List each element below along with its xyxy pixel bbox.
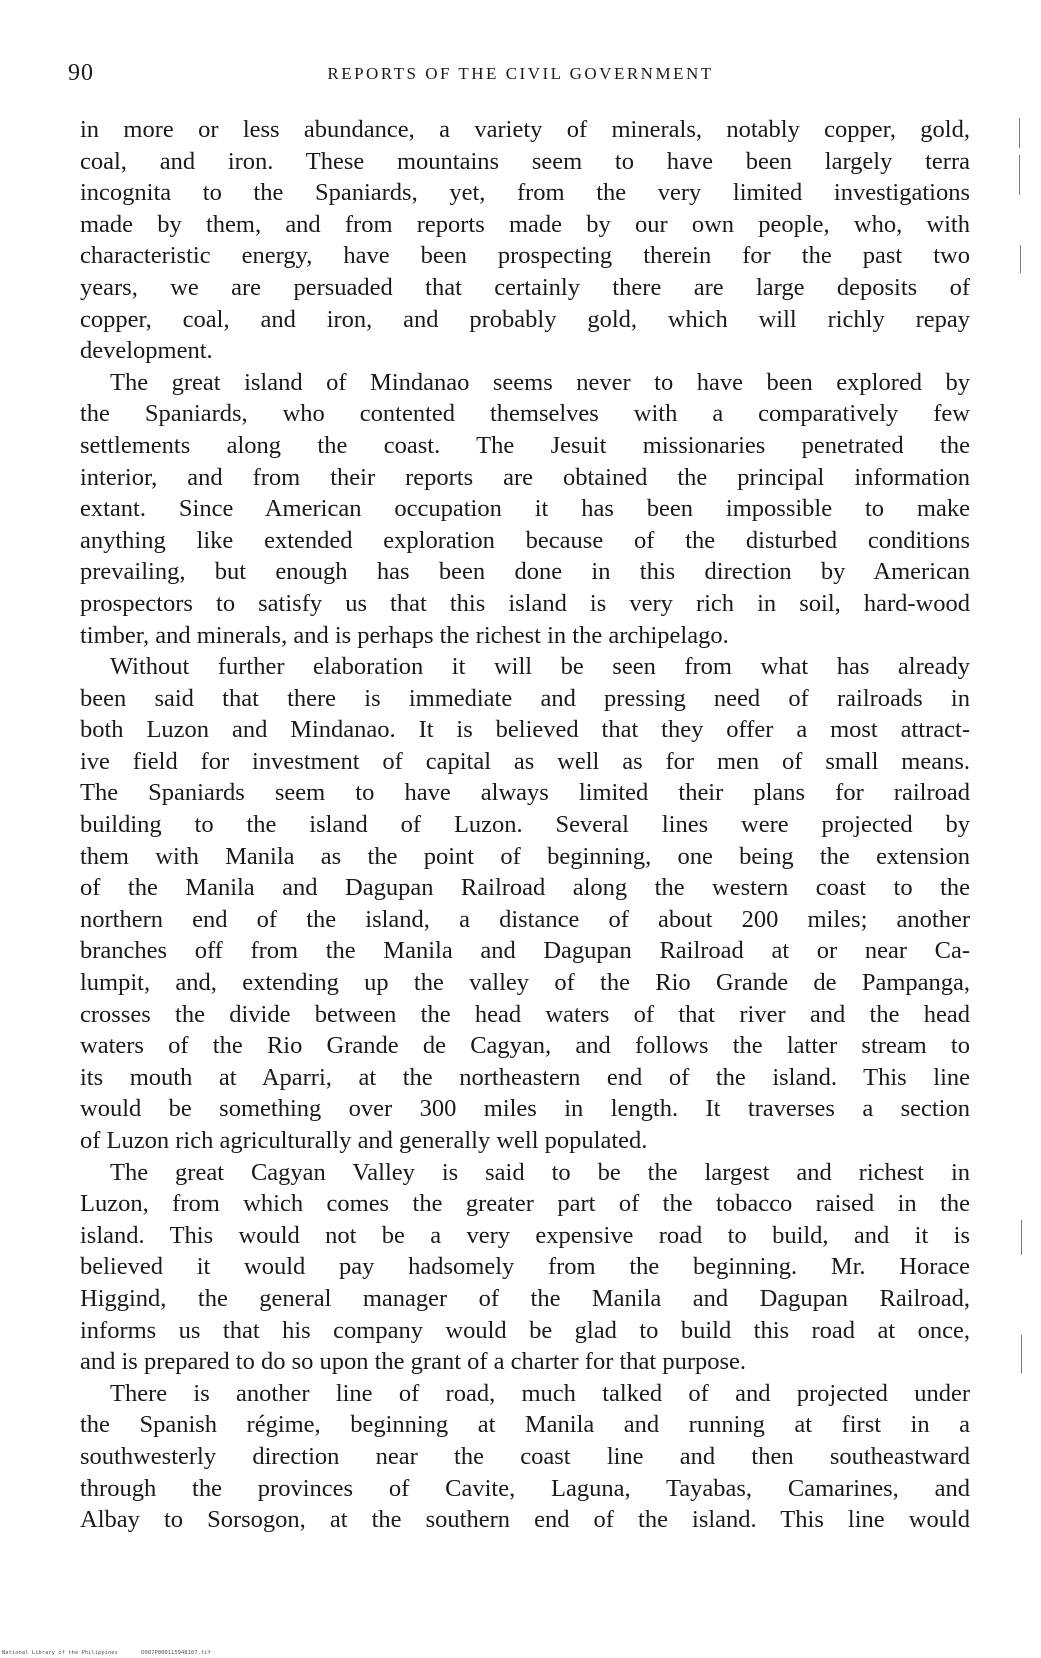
text-line: branches off from the Manila and Dagupan Railroad at or near Ca-: [80, 937, 970, 965]
text-line: interior, and from their reports are obtained the principal information: [80, 463, 970, 491]
text-line: extant. Since American occupation it has been impossible to make: [80, 495, 970, 523]
text-line: lumpit, and, extending up the valley of the Rio Grande de Pampanga,: [80, 969, 970, 997]
text-line: them with Manila as the point of beginning, one being the extension: [80, 842, 970, 870]
text-line: its mouth at Aparri, at the northeastern end of the island. This line: [80, 1063, 970, 1091]
text-line: characteristic energy, have been prospecting therein for the past two: [80, 242, 970, 270]
paragraph: [80, 1378, 970, 1536]
scan-mark: [1021, 1220, 1022, 1255]
text-line: the Spaniards, who contented themselves with a comparatively few: [80, 400, 970, 428]
text-line: There is another line of road, much talked of and projected under: [110, 1379, 970, 1407]
text-line: Luzon, from which comes the greater part of the tobacco raised in the: [80, 1190, 970, 1218]
text-line: The great Cagyan Valley is said to be the largest and richest in: [110, 1158, 970, 1186]
text-line: and is prepared to do so upon the grant of a charter for that purpose.: [80, 1348, 747, 1376]
text-line: crosses the divide between the head waters of that river and the head: [80, 1000, 970, 1028]
text-line: prospectors to satisfy us that this island is very rich in soil, hard-wood: [80, 589, 970, 617]
text-line: Higgind, the general manager of the Manila and Dagupan Railroad,: [80, 1284, 970, 1312]
text-line: would be something over 300 miles in length. It traverses a section: [80, 1095, 970, 1123]
paragraph: [80, 1157, 970, 1378]
text-line: The Spaniards seem to have always limited their plans for railroad: [80, 779, 970, 807]
text-line: incognita to the Spaniards, yet, from the very limited investigations: [80, 179, 970, 207]
scan-margin-marks: [1011, 0, 1041, 1658]
text-line: made by them, and from reports made by our own people, who, with: [80, 210, 970, 238]
text-line: Albay to Sorsogon, at the southern end of the island. This line would: [80, 1506, 970, 1534]
text-line: informs us that his company would be glad to build this road at once,: [80, 1316, 970, 1344]
text-line: settlements along the coast. The Jesuit missionaries penetrated the: [80, 431, 970, 459]
text-line: believed it would pay hadsomely from the beginning. Mr. Horace: [80, 1253, 970, 1281]
paragraph: [80, 367, 970, 651]
text-line: northern end of the island, a distance of about 200 miles; another: [80, 905, 970, 933]
text-line: ive field for investment of capital as well as for men of small means.: [80, 747, 970, 775]
scan-footer: [2, 1650, 211, 1656]
running-title: REPORTS OF THE CIVIL GOVERNMENT: [327, 64, 714, 83]
text-line: copper, coal, and iron, and probably gold, which will richly repay: [80, 305, 970, 333]
text-line: prevailing, but enough has been done in this direction by American: [80, 558, 970, 586]
text-line: through the provinces of Cavite, Laguna, Tayabas, Camarines, and: [80, 1474, 970, 1502]
text-line: of the Manila and Dagupan Railroad along the western coast to the: [80, 874, 970, 902]
text-line: in more or less abundance, a variety of minerals, notably copper, gold,: [80, 116, 970, 143]
footer-file: D087P000115948107.tif: [141, 1650, 211, 1656]
text-line: anything like extended exploration because of the disturbed conditions: [80, 526, 970, 554]
text-line: both Luzon and Mindanao. It is believed that they offer a most attract-: [80, 716, 970, 744]
text-line: been said that there is immediate and pressing need of railroads in: [80, 684, 970, 712]
text-line: years, we are persuaded that certainly there are large deposits of: [80, 273, 970, 301]
page-number: 90: [68, 60, 94, 86]
scan-mark: [1019, 155, 1020, 195]
text-line: The great island of Mindanao seems never to have been explored by: [110, 368, 970, 396]
scan-mark: [1021, 1335, 1022, 1373]
text-line: of Luzon rich agriculturally and generally well populated.: [80, 1127, 648, 1154]
text-line: coal, and iron. These mountains seem to have been largely terra: [80, 147, 970, 175]
text-line: development.: [80, 337, 213, 365]
text-line: southwesterly direction near the coast line and then southeastward: [80, 1442, 970, 1470]
text-line: building to the island of Luzon. Several lines were projected by: [80, 811, 970, 839]
text-line: the Spanish régime, beginning at Manila and running at first in a: [80, 1411, 970, 1439]
text-line: Without further elaboration it will be seen from what has already: [110, 653, 970, 681]
scan-mark: [1020, 245, 1021, 273]
text-line: timber, and minerals, and is perhaps the richest in the archipelago.: [80, 621, 729, 649]
body-text: [80, 114, 970, 1536]
text-line: island. This would not be a very expensive road to build, and it is: [80, 1221, 970, 1249]
footer-library: National Library of the Philippines: [2, 1650, 118, 1656]
paragraph: [80, 114, 970, 367]
scan-mark: [1019, 118, 1020, 148]
running-head: [68, 60, 973, 94]
paragraph: [80, 651, 970, 1157]
text-line: waters of the Rio Grande de Cagyan, and follows the latter stream to: [80, 1032, 970, 1060]
